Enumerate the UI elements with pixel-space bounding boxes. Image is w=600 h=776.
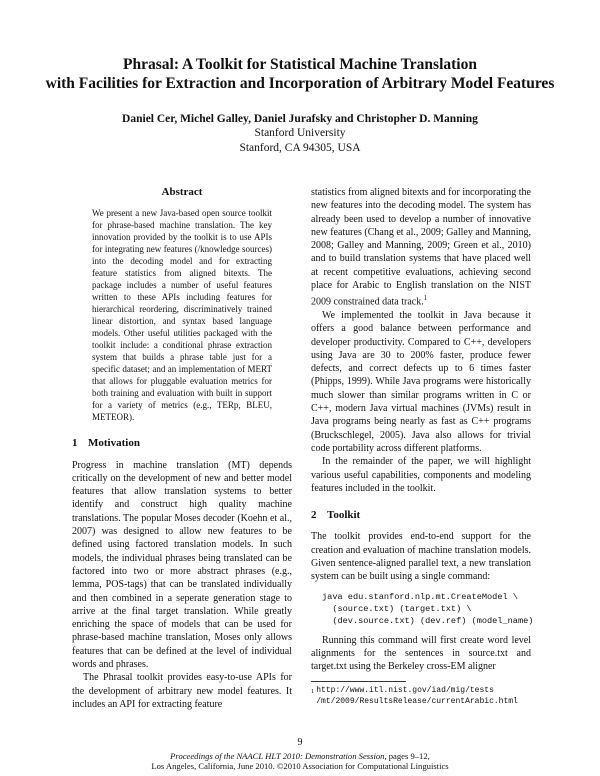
proceedings-pages: , pages 9–12, — [384, 751, 430, 761]
affiliation-institution: Stanford University — [254, 127, 346, 139]
section-1-paragraph-1: Progress in machine translation (MT) depends critically on the development of new and better model features that allow translation systems to better identify and construct high quality machine translations. The popular Moses decoder (Koehn et al., 2007) was designed to allow new features to be defined using factored translation models. In such models, the individual phrases being translated can be factored into two or more abstract phrases (e.g., lemma, POS-tags) that can be translated individually and then combined in a seperate generation stage to arrive at the final target translation. While greatly enriching the space of models that can be used for phrase-based machine translation, Moses only allows features that can be defined at the level of individual words and phrases. — [72, 459, 292, 671]
author-list: Daniel Cer, Michel Galley, Daniel Jurafsky and Christopher D. Manning — [122, 113, 478, 125]
section-2-paragraph-1: The toolkit provides end-to-end support for the creation and evaluation of machine translation models. Given sentence-aligned parallel text, a new translation system can be built using a single command: — [311, 531, 531, 583]
title-line-1: Phrasal: A Toolkit for Statistical Machine Translation — [123, 56, 477, 73]
section-1-paragraph-2: The Phrasal toolkit provides easy-to-use APIs for the development of arbitrary new model features. It includes an API for extracting feature — [72, 672, 292, 710]
section-2-number: 2 — [311, 509, 317, 522]
footnote-divider — [311, 681, 406, 682]
section-2-paragraph-2: Running this command will first create word level alignments for the sentences in source.txt and target.txt using the Berkeley cross-EM aligner — [311, 634, 531, 673]
title-line-2: with Facilities for Extraction and Incorporation of Arbitrary Model Features — [45, 75, 555, 92]
left-column — [72, 186, 292, 711]
right-column — [311, 186, 534, 707]
proceedings-copyright: Los Angeles, California, June 2010. ©2010 Association for Computational Linguistics — [151, 761, 449, 771]
section-1-number: 1 — [72, 437, 78, 450]
abstract-text: We present a new Java-based open source toolkit for phrase-based machine translation. The key innovation provided by the toolkit is to use APIs for integrating new features (/knowledge sources) into the decoding model and for extracting feature statistics from aligned bitexts. The package includes a number of useful features written to these APIs including features for hierarchical reordering, discriminatively trained linear distortion, and syntax based language models. Other useful utilities packaged with the toolkit include: a conditional phrase extraction system that builds a phrase table just for a specific dataset; and an implementation of MERT that allows for pluggable evaluation metrics for both training and evaluation with built in support for a variety of metrics (e.g., TERp, BLEU, METEOR). — [92, 208, 272, 423]
paper-title — [0, 55, 600, 93]
proceedings-footer — [0, 751, 600, 771]
section-2-heading — [311, 509, 531, 522]
affiliation-location: Stanford, CA 94305, USA — [239, 142, 361, 154]
footnote — [311, 685, 531, 707]
section-2-title: Toolkit — [327, 509, 361, 522]
page-number: 9 — [297, 737, 303, 748]
footnote-url[interactable]: http://www.itl.nist.gov/iad/mig/tests /mt/2009/ResultsRelease/currentArabic.html — [316, 685, 518, 706]
section-1-paragraph-3: We implemented the toolkit in Java because it offers a good balance between performance and developer productivity. Compared to C++, developers using Java are 30 to 200% faster, produce fewer defects, and correct defects up to 6 times faster (Phipps, 1999). While Java programs were historically much slower than similar programs written in C or C++, modern Java virtual machines (JVMs) result in Java programs being nearly as fast as C++ programs (Bruckschlegel, 2005). Java also allows for trivial code portability across different platforms. — [311, 310, 531, 454]
paragraph-continued-text: statistics from aligned bitexts and for incorporating the new features into the decoding model. The system has already been used to develop a number of innovative new features (Chang et al., 2009; Galley and Manning, 2008; Galley and Manning, 2009; Green et al., 2010) and to build translation systems that have placed well at recent competitive evaluations, achieving second place for Arabic to English translation on the NIST 2009 constrained data track. — [311, 187, 531, 308]
section-1-heading — [72, 437, 292, 450]
footnote-mark: 1 — [311, 687, 315, 695]
proceedings-title: Proceedings of the NAACL HLT 2010: Demonstration Session — [170, 751, 385, 761]
section-1-paragraph-2-continued — [311, 186, 531, 309]
abstract-heading: Abstract — [161, 186, 203, 198]
section-1-title: Motivation — [88, 437, 140, 450]
footnote-reference[interactable]: 1 — [423, 294, 428, 303]
command-code-block: java edu.stanford.nlp.mt.CreateModel \ (source.txt) (target.txt) \ (dev.source.txt) (dev.ref) (model_name) — [322, 591, 534, 626]
section-1-paragraph-4: In the remainder of the paper, we will highlight various useful capabilities, components and modeling features included in the toolkit. — [311, 456, 531, 494]
